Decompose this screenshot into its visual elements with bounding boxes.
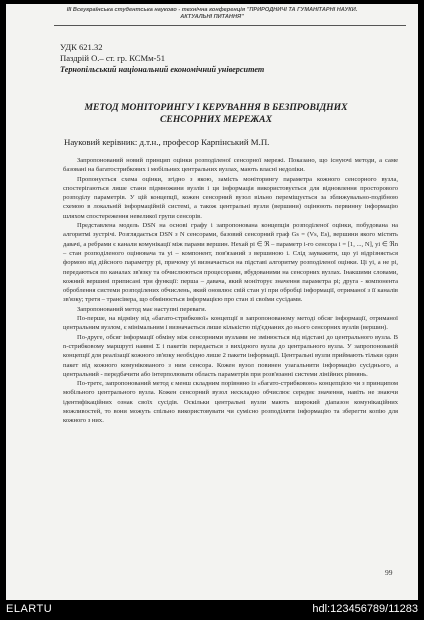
- paragraph: Пропонується схема оцінки, згідно з якою, замість моніторингу параметра кожного сенсорного вузла, спостерігаються лише стани підмножини вузлів і ця інформація використовується для відновлення просторового розподілу параметрів. У цій концепції, кожен сенсорний вузол вільно переміщується за зближувально-подібною схемою в локальній інформаційній системі, а також центральні вузли (вершини) оцінюють первинну інформацію шляхом спостереження невеликої групи сенсорів.: [63, 175, 398, 220]
- paragraph: Запропонований новий принцип оцінки розподіленої сенсорної мережі. Показано, що існуючі методи, а саме базовані на багатострибкових і мобільних центральних вузлах, мають власні недоліки.: [63, 157, 398, 174]
- title-line-1: МЕТОД МОНІТОРИНГУ І КЕРУВАННЯ В БЕЗПРОВІДНИХ: [84, 102, 348, 113]
- handle-identifier: hdl:123456789/11283: [312, 603, 418, 615]
- supervisor-line: Науковий керівник: д.т.н., професор Карпінський М.П.: [64, 137, 270, 147]
- paragraph: По-друге, обсяг інформації обміну між сенсорними вузлами не змінюється від відстані до центрального вузла. В n-стрибковому маршруті наявні Σ i пакетів передається з вихідного вузла до центрального вузла. У запропонованій концепції для реалізації кожного зв'язку необхідно лише 2 пакети інформації. Центральні вузли приймають тільки один пакет від кожного комунікованого з ним сенсора. Кожен вузол повинен узагальнити інформацію сусіднього, а центральний - передбачити або інтерполювати область параметрів при розв'язанні системи лінійних рівнянь.: [63, 333, 398, 378]
- repository-label: ELARTU: [6, 603, 53, 615]
- article-title: [46, 102, 386, 126]
- paragraph: Запропонований метод має наступні переваги.: [77, 305, 207, 313]
- page-number: 99: [385, 568, 393, 577]
- conference-header-line-2: АКТУАЛЬНІ ПИТАННЯ": [180, 14, 244, 20]
- organization: Тернопільський національний економічний університет: [60, 65, 265, 74]
- title-line-2: СЕНСОРНИХ МЕРЕЖАХ: [160, 114, 272, 125]
- udc-code: УДК 621.32: [60, 42, 103, 52]
- paragraph: Представлена модель DSN на основі графу і запропонована концепція розподіленої оцінки, побудована на алгоритмі зустрічі. Розглядається DSN з N сенсорами, базовий сенсорний граф Gs = (Vs, Es), вершини якого містять давачі, а ребрами є канали комунікації між парами вершин. Нехай pi ∈ ℜ – параметр i-го сенсора i = [1, ..., N], yi ∈ ℜn – стан розподіленого оцінювача та yi – компонент, пов'язаний з вершиною i. Слід зауважити, що yi відрізняється формою від дійсного параметру pi, причому yi визначається на підставі алгоритму розподіленої оцінки. Ці yi, а не pi, передаються по каналах зв'язку та обчислюються процесорами, вбудованими на сенсорних вузлах. Інакшими словами, кожний вершині приписані три функції: перша – давача, який моніторує значення параметра pi; друга - компонента оброблення системи розподілених обчислень, який оновлює свій стан yi при обробці інформації, отриманої з її каналів зв'язку; третя – трансівера, що обмінюється інформацією про стан зі своїми сусідами.: [63, 222, 398, 304]
- conference-header-line-1: ІІІ Всеукраїнська студентська науково - технічна конференція "ПРИРОДНИЧІ ТА ГУМАНІТАРНІ НАУКИ.: [66, 7, 358, 13]
- author-line: Паздрій О.– ст. гр. КСМм-51: [60, 53, 165, 63]
- paragraph: По-перше, на відміну від «багато-стрибкової» концепції в запропонованому методі обсяг інформації, отриманої центральним вузлом, є мінімальним і визначається лише кількістю під'єднаних до нього сенсорних вузлів (вершин).: [63, 315, 398, 332]
- article-meta: [60, 42, 400, 75]
- article-body: [63, 156, 398, 426]
- header-divider: [54, 25, 406, 26]
- paragraph: По-третє, запропонований метод є менш складним порівняно із «багато-стрибковою» концепцією чи з принципом мобільного центрального вузла. Кожен сенсорний вузол нескладно обчислює середнє значення, навіть не знаючи ідентифікаційних ознак своїх сусідів. Оскільки центральні вузли мають широкий діапазон комунікаційних можливостей, то вони можуть спільно використовувати чи сумісно розподіляти інформацію та зберегти копію для кожного з них.: [63, 380, 398, 425]
- document-page: [6, 4, 418, 600]
- conference-header: [6, 4, 418, 36]
